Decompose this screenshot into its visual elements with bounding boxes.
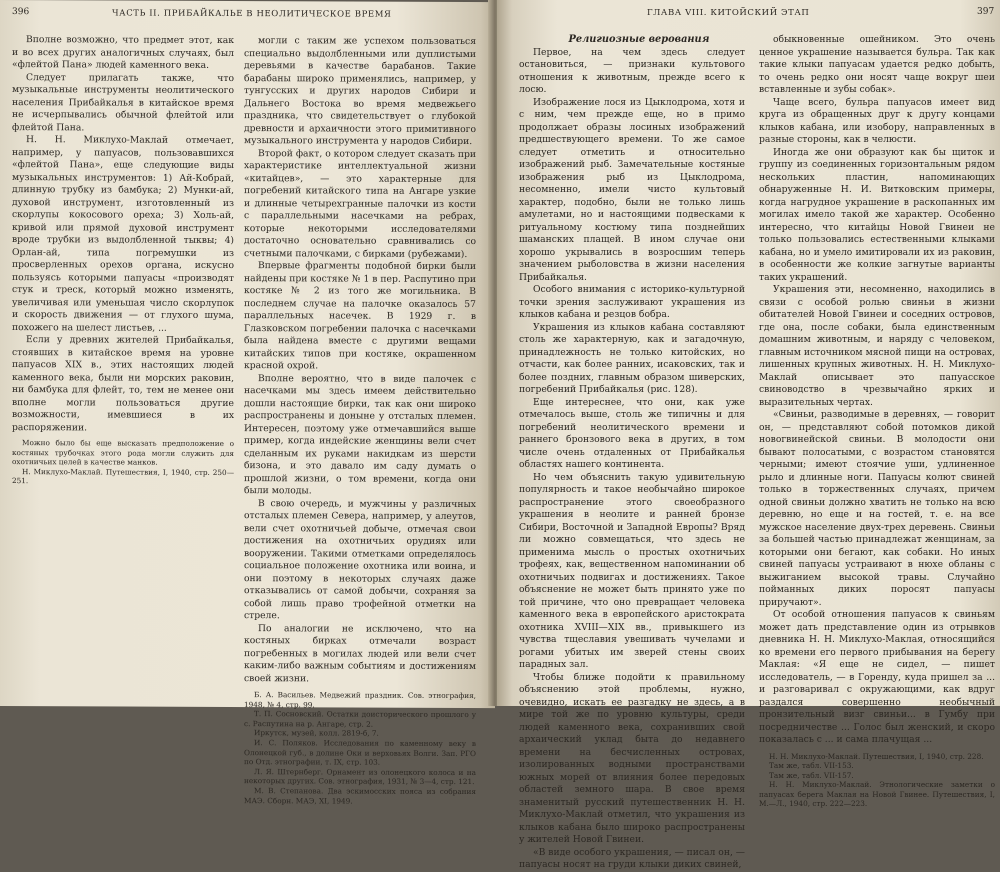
paragraph: могли с таким же успехом пользоваться специально выдолбленными или дуплистыми деревьями в качестве барабанов. Такие барабаны широко применялись, например, у тунгусских и других народов Сибири и Дальнего Востока во время медвежьего праздника, что свидетельствует о глубокой древности и архаичности этого примитивного музыкального инструмента у народов Сибири. xyxy=(244,35,476,148)
text-column-2 xyxy=(244,35,476,806)
paragraph: «Свиньи, разводимые в деревнях, — говорит он, — представляют собой потомков дикой новогвинейской свиньи. В молодости они бывают полосатыми, с возрастом становятся черными; имеют стоячие уши, удлиненное рыло и длинные ноги. Папуасы колют свиней только в торжественных случаях, причем одной свиньи должно хватить не только на всю деревню, но еще и на гостей, т. е. на все мужское население двух-трех деревень. Свиньи за большей частью принадлежат женщинам, за которыми они бегают, как собаки. Но иных свиней папуасы устраивают в нюхе обланы с выжиганием высокой травы. Случайно пойманных диких поросят папуасы приручают». xyxy=(759,409,995,608)
paragraph: Н. Н. Миклухо-Маклай отмечает, например, у папуасов, пользовавшихся «флейтой Пана», еще следующие виды музыкальных инструментов: 1) Ай-Кобрай, длинную трубку из бамбука; 2) Мунки-ай, духовой инструмент, изготовленный из скорлупы кокосового ореха; 3) Холь-ай, кривой или прямой духовой инструмент вроде трубки из выдолбленной тыквы; 4) Орлан-ай, типа погремушки из просверленных орехов органа, искусно пользуясь которыми папуасы «производят стук и треск, который можно изменять, увеличивая или уменьшая число скорлупок и скорость движения — от глухого шума, похожего на шелест листьев, ... xyxy=(12,134,234,334)
text-column-1 xyxy=(519,34,745,870)
footnote: Там же, табл. VII-157. xyxy=(769,770,854,780)
paragraph: «В виде особого украшения, — писал он, — папуасы носят на груди клыки диких свиней, xyxy=(519,846,745,870)
paragraph: Украшения эти, несомненно, находились в связи с особой ролью свиньи в жизни обитателей Новой Гвинеи и соседних островов, где она, после собаки, была единственным домашним животным, и наряду с человеком, главным источником мясной пищи на островах, лишенных крупных животных. Н. Н. Миклухо-Маклай описывает это папуасское свиноводство в чрезвычайно ярких и выразительных чертах. xyxy=(759,284,995,408)
paragraph: Еще интереснее, что они, как уже отмечалось выше, столь же типичны и для погребений неолитического времени и раннего бронзового века в других, в том числе очень отдаленных от Прибайкалья областях нашего континента. xyxy=(519,396,745,470)
paragraph: Первое, на чем здесь следует остановиться, — признаки культового отношения к животным, прежде всего к лосю. xyxy=(519,46,745,95)
paragraph: По аналогии не исключено, что на костяных бирках отмечали возраст погребенных в могилах людей или вели счет каким-либо важным событиям и достижениям своей жизни. xyxy=(244,622,476,684)
footnote: Н. Н. Миклухо-Маклай. Этнологические заметки о папуасах берега Маклая на Новой Гвинее. Путешествия, I, М.—Л., 1940, стр. 222—223. xyxy=(759,780,995,809)
footnote: Н. Миклухо-Маклай. Путешествия, I, 1940, стр. 250—251. xyxy=(12,466,234,486)
text-column-1 xyxy=(12,34,234,699)
paragraph: Второй факт, о котором следует сказать при характеристике интеллектуальной жизни «китайцев», — это характерные для погребений китайского типа на Ангаре узкие и длинные четырехгранные палочки из кости с параллельными насечками на ребрах, которые некоторыми исследователями достаточно основательно сравнивались со счетными палочками, с бирками (рубежами). xyxy=(244,147,476,260)
paragraph: В свою очередь, и мужчины у различных отсталых племен Севера, например, у алеутов, вели счет охотничьей добыче, отмечая свои достижения на охотничьих орудиях или вооружении. Такими отметками определялось социальное положение охотника или воина, и они поэтому в некоторых случаях даже отказывались от самой добычи, сохраняя за собой лишь право трофейной отметки на стреле. xyxy=(244,497,476,622)
footnote: Б. А. Васильев. Медвежий праздник. Сов. этнография, 1948, № 4, стр. 99. xyxy=(244,690,476,709)
right-page xyxy=(497,0,1000,870)
footnote: Н. Н. Миклухо-Маклай. Путешествия, I, 1940, стр. 228. xyxy=(769,751,984,761)
left-page xyxy=(0,0,495,806)
footnote: Т. П. Сосновский. Остатки доисторического прошлого у с. Распутина на р. Ангаре, стр. 2. xyxy=(244,709,476,729)
footnotes xyxy=(12,438,234,487)
footnotes xyxy=(244,690,476,806)
paragraph: обыкновенные ошейником. Это очень ценное украшение называется бульра. Так как такие клыки папуасам удается редко добыть, то очень редко они носят чаще вокруг шеи вставленные и зубы собак». xyxy=(759,34,995,95)
paragraph: Следует прилагать также, что музыкальные инструменты неолитического населения Прибайкалья в китайское время не исчерпывались обычной флейтой или флейтой Пана. xyxy=(12,71,234,133)
paragraph: Иногда же они образуют как бы щиток и группу из соединенных горизонтальным рядом нескольких пластин, напоминающих обнаруженные Н. И. Витковским примеры, когда нагрудное украшение в раскопанных им могилах имело такой же характер. Особенно интересно, что китайцы Новой Гвинеи не только пользовались естественными клыками кабана, но и умело имитировали их из раковин, в особенности же колкие загнутые варианты таких украшений. xyxy=(759,146,995,283)
footnote: Л. Я. Штернберг. Орнамент из олонецкого колоса и на некоторых других. Сов. этнография, 1931, № 3—4, стр. 121. xyxy=(244,766,476,787)
paragraph: Изображение лося из Цыклодрома, хотя и с ним, чем прежде еще, но в примо продолжает образы лосиных изображений предшествующего времени. То же самое следует отметить и относительно изображений рыб. Замечательные костяные изображения рыб из Цыклодрома, несомненно, имели чисто культовый характер, подобно, были не только лишь амулетами, но и настоящими подвесками к ритуальному костюму типа позднейших шаманских плащей. В ином случае они хорошо укрывались в возросшим теперь значением рыболовства в жизни населения Прибайкалья. xyxy=(519,96,745,283)
footnote: Там же, табл. VII-153. xyxy=(769,761,854,771)
paragraph: Вполне возможно, что предмет этот, как и во всех других аналогичных случаях, был «флейтой Пана» людей каменного века. xyxy=(12,34,234,71)
paragraph: От особой отношения папуасов к свиньям может дать представление один из отрывков дневника Н. Н. Миклухо-Маклая, относящийся ко времени его первого прибывания на берегу Маклая: «Я еще не сидел, — пишет исследователь, — в Горенду, куда пришел за ... и разговаривал с окружающими, как вдруг раздался совершенно необычный пронзительный визг свиньи... в Гумбу при посредничестве ... Голос был женский, и скоро показалась с ... и сама плачущая ... xyxy=(759,609,995,745)
text-column-2 xyxy=(759,34,995,809)
footnote: Иркутск, музей, колл. 2819-б, 7. xyxy=(254,728,379,739)
page-number: 397 xyxy=(977,7,995,17)
footnotes xyxy=(759,752,995,810)
paragraph: Если у древних жителей Прибайкалья, стоявших в китайское время на уровне папуасов XIX в., этих настоящих людей каменного века, были ни морских раковин, ни бамбука для флейт, то, тем не менее они вполне могли пользоваться другие возможности, имевшиеся в их распоряжении. xyxy=(12,334,234,433)
footnote: М. В. Степанова. Два эскимосских пояса из собрания МАЭ. Сборн. МАЭ, XI, 1949. xyxy=(244,786,476,806)
page-number: 396 xyxy=(12,7,30,18)
running-head: ГЛАВА VIII. КИТОЙСКИЙ ЭТАП xyxy=(647,8,810,18)
section-title: Религиозные верования xyxy=(568,34,710,45)
paragraph: Но чем объяснить такую удивительную популярность и такое необычайно широкое распространение этого своеобразного украшения в неолите и ранней бронзе Сибири, Восточной и Западной Европы? Вряд ли можно совмещаться, что здесь не применима мысль о простых охотничьих трофеях, как, вещественном напоминании об охотничьих подвигах и достижениях. Такое объяснение не может быть принято уже по той причине, что оно превращает человека каменного века в европейского аристократа охотника XVIII—XIX вв., привыкшего из чувства тщеславия увешивать чучелами и рогами убитых им зверей стены своих парадных зал. xyxy=(519,471,745,670)
paragraph: Вполне вероятно, что в виде палочек с насечками мы здесь имеем действительно дошли настоящие бирки, так как они широко распространены и доныне у отсталых племен. Интересен, поэтому уже отмечавшийся выше пример, когда индейские женщины вели счет сделанным их руками накидкам из шерсти бизона, и это давало им саду думать о прошлой жизни, о том времени, когда они были молоды. xyxy=(244,372,476,497)
footnote: Можно было бы еще высказать предположение о костяных трубочках этого рода могли служить для охотничьих целей в качестве манков. xyxy=(12,438,234,467)
paragraph: Впервые фрагменты подобной бирки были найдены при костяке № 1 в пер. Распутино при костяке № 2 из того же могильника. В последнем случае на палочке оказалось 57 параллельных насечек. В 1929 г. в Глазковском погребении палочка с насечками была найдена вместе с другими вещами китайских типов при костяке, окрашенном красной охрой. xyxy=(244,260,476,372)
footnote: И. С. Поляков. Исследования по каменному веку в Олонецкой губ., в долине Оки и верховьях Волги. Зап. РГО по Отд. этнографии, т. IX, стр. 103. xyxy=(244,738,476,767)
running-head: ЧАСТЬ II. ПРИБАЙКАЛЬЕ В НЕОЛИТИЧЕСКОЕ ВРЕМЯ xyxy=(112,8,392,20)
paragraph: Особого внимания с историко-культурной точки зрения заслуживают украшения из клыков кабана и резцов бобра. xyxy=(519,284,745,320)
paragraph: Чтобы ближе подойти к правильному объяснению этой проблемы, нужно, очевидно, искать ее разгадку не здесь, а в мире той же по уровню культуры, среди людей каменного века, сохранивших свой архаический уклад быта до недавнего времени на бесчисленных островах, изолированных водными пространствами южных морей от влияния более передовых областей земного шара. В свое время знаменитый русский путешественник Н. Н. Миклухо-Маклай отметил, что украшения из клыков кабана было широко распространены у жителей Новой Гвинеи. xyxy=(519,671,745,845)
paragraph: Чаще всего, бульра папуасов имеет вид круга из обращенных друг к другу концами клыков кабана, или изобору, направленных в разные стороны, как в челюсти. xyxy=(759,96,995,145)
paragraph: Украшения из клыков кабана составляют столь же характерную, как и загадочную, принадлежность не только китойских, но отчасти, как более ранних, исаковских, так и более поздних, главным образом шиверских, погребений Прибайкалья (рис. 128). xyxy=(519,321,745,395)
